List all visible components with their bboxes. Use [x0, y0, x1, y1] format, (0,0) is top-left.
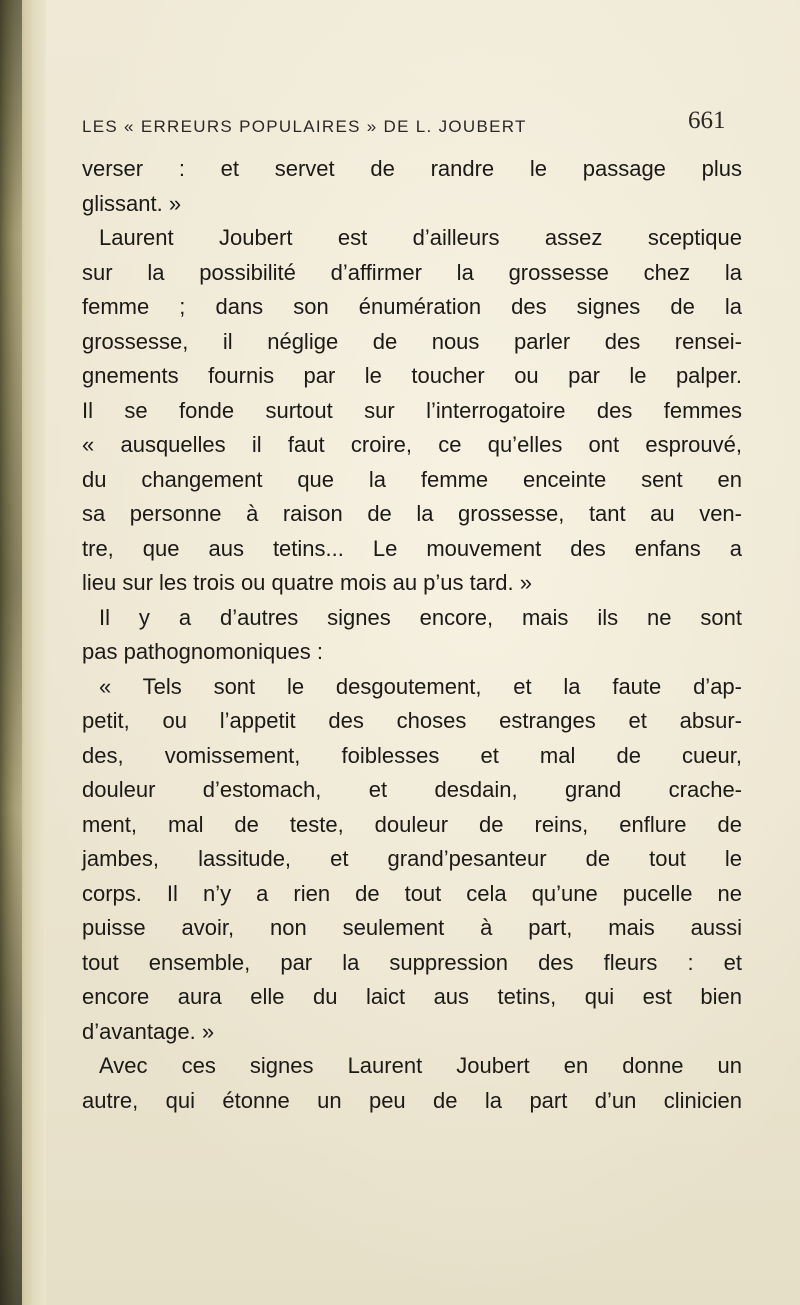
text-line: glissant. » — [82, 190, 182, 216]
text-line: « ausquelles il faut croire, ce qu’elles ont esprouvé, — [82, 432, 742, 457]
text-line: grossesse, il néglige de nous parler des rensei- — [82, 328, 742, 354]
running-header: LES « ERREURS POPULAIRES » DE L. JOUBERT — [82, 117, 527, 136]
text-line: ment, mal de teste, douleur de reins, enflure de — [82, 811, 742, 837]
text-line: femme ; dans son énumération des signes de la — [82, 294, 742, 319]
text-line: autre, qui étonne un peu de la part d’un clinicien — [82, 1087, 742, 1113]
text-line: des, vomissement, foiblesses et mal de cueur, — [82, 742, 742, 768]
text-line: douleur d’estomach, et desdain, grand crache- — [82, 777, 742, 802]
text-line: Laurent Joubert est d’ailleurs assez sceptique — [99, 225, 742, 250]
page-number: 661 — [688, 107, 726, 134]
text-line: puisse avoir, non seulement à part, mais aussi — [82, 915, 742, 940]
text-line: verser : et servet de randre le passage plus — [82, 156, 742, 181]
text-line: sur la possibilité d’affirmer la grossesse chez la — [82, 259, 742, 285]
text-line: Avec ces signes Laurent Joubert en donne un — [99, 1053, 742, 1078]
body-text — [82, 152, 742, 1118]
text-line: petit, ou l’appetit des choses estranges et absur- — [82, 708, 742, 733]
text-line: jambes, lassitude, et grand’pesanteur de tout le — [82, 846, 742, 871]
text-line: Il y a d’autres signes encore, mais ils ne sont — [99, 604, 742, 630]
text-line: sa personne à raison de la grossesse, tant au ven- — [82, 501, 742, 526]
text-line: pas pathognomoniques : — [82, 639, 323, 664]
binding-shadow — [0, 0, 22, 1305]
text-line: Il se fonde surtout sur l’interrogatoire des femmes — [82, 397, 742, 423]
text-line: du changement que la femme enceinte sent en — [82, 466, 742, 492]
text-line: « Tels sont le desgoutement, et la faute d’ap- — [99, 673, 742, 699]
text-line: tre, que aus tetins... Le mouvement des enfans a — [82, 535, 742, 561]
text-line: lieu sur les trois ou quatre mois au p’us tard. » — [82, 570, 533, 595]
text-line: encore aura elle du laict aus tetins, qui est bien — [82, 984, 742, 1009]
text-line: tout ensemble, par la suppression des fleurs : et — [82, 949, 742, 975]
text-line: gnements fournis par le toucher ou par le palper. — [82, 363, 742, 388]
text-line: corps. Il n’y a rien de tout cela qu’une pucelle ne — [82, 880, 742, 906]
text-line: d’avantage. » — [82, 1018, 215, 1044]
